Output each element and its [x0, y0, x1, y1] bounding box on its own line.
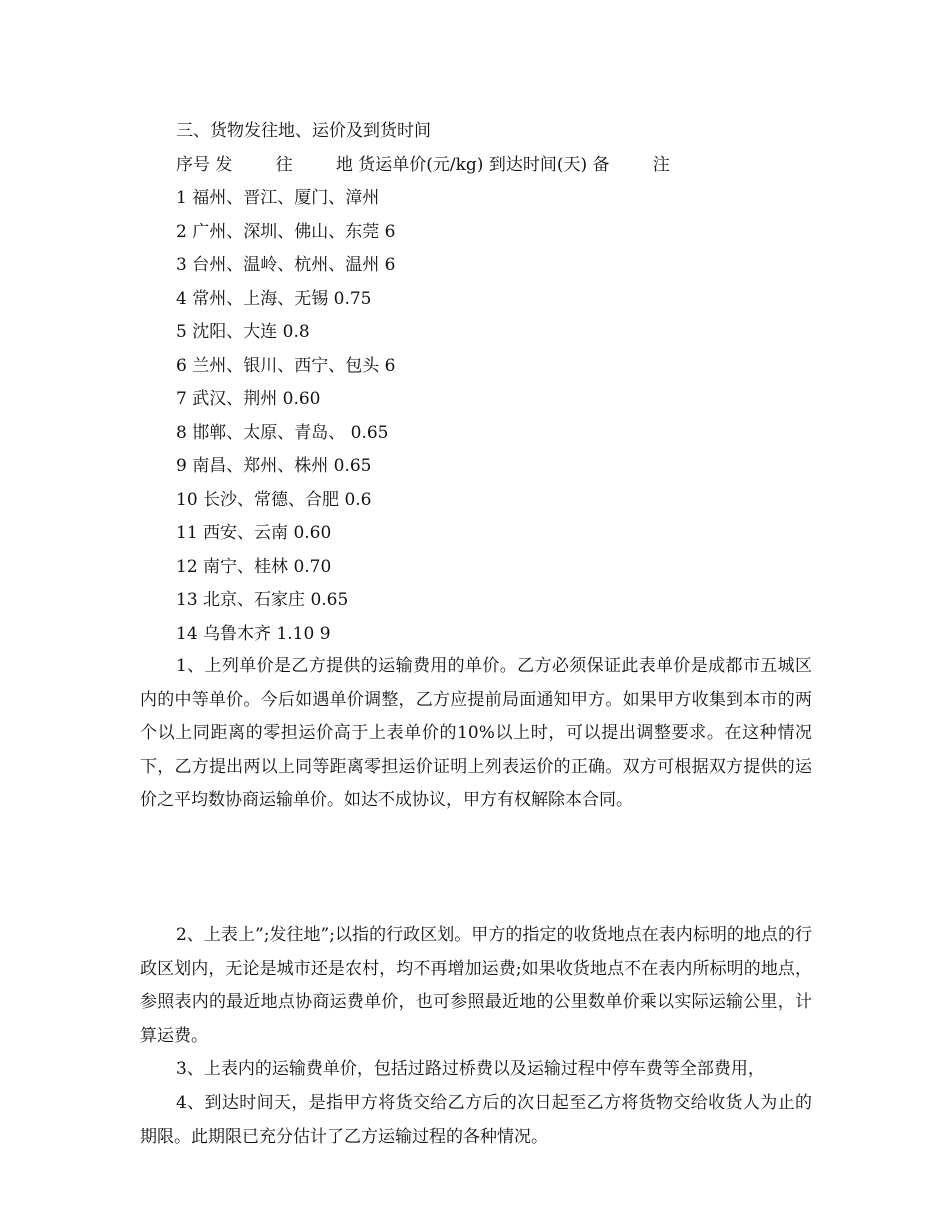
paragraph-1: 1、上列单价是乙方提供的运输费用的单价。乙方必须保证此表单价是成都市五城区内的中等单价。今后如遇单价调整，乙方应提前局面通知甲方。如果甲方收集到本市的两个以上同距离的零担运价高于上表单价的10%以上时，可以提出调整要求。在这种情况下，乙方提出两以上同等距离零担运价证明上列表运价的正确。双方可根据双方提供的运价之平均数协商运输单价。如达不成协议，甲方有权解除本合同。 [140, 656, 812, 811]
section-title: 三、货物发往地、运价及到货时间 [176, 121, 431, 141]
table-row: 14 乌鲁木齐 1.10 9 [176, 624, 331, 644]
table-row: 10 长沙、常德、合肥 0.6 [176, 490, 372, 510]
table-row: 3 台州、温岭、杭州、温州 6 [176, 255, 396, 275]
table-row: 13 北京、石家庄 0.65 [176, 590, 349, 610]
table-row: 8 邯郸、太原、青岛、 0.65 [176, 423, 389, 443]
table-row: 6 兰州、银川、西宁、包头 6 [176, 356, 396, 376]
paragraph-2: 2、上表上”;发往地”;以指的行政区划。甲方的指定的收货地点在表内标明的地点的行政区划内，无论是城市还是农村，均不再增加运费;如果收货地点不在表内所标明的地点，参照表内的最近地点协商运费单价，也可参照最近地的公里数单价乘以实际运输公里，计算运费。 [140, 925, 812, 1046]
table-header: 序号 发 往 地 货运单价(元/kg) 到达时间(天) 备 注 [176, 155, 670, 175]
table-row: 4 常州、上海、无锡 0.75 [176, 289, 372, 309]
paragraph-3: 3、上表内的运输费单价，包括过路过桥费以及运输过程中停车费等全部费用， [176, 1059, 765, 1079]
table-row: 11 西安、云南 0.60 [176, 523, 332, 543]
table-row: 12 南宁、桂林 0.70 [176, 557, 332, 577]
table-row: 1 福州、晋江、厦门、漳州 [176, 188, 380, 208]
paragraph-4: 4、到达时间天，是指甲方将货交给乙方后的次日起至乙方将货物交给收货人为止的期限。此期限已充分估计了乙方运输过程的各种情况。 [140, 1093, 812, 1147]
table-row: 7 武汉、荆州 0.60 [176, 389, 321, 409]
table-row: 9 南昌、郑州、株州 0.65 [176, 456, 372, 476]
table-row: 5 沈阳、大连 0.8 [176, 322, 310, 342]
table-row: 2 广州、深圳、佛山、东莞 6 [176, 222, 396, 242]
